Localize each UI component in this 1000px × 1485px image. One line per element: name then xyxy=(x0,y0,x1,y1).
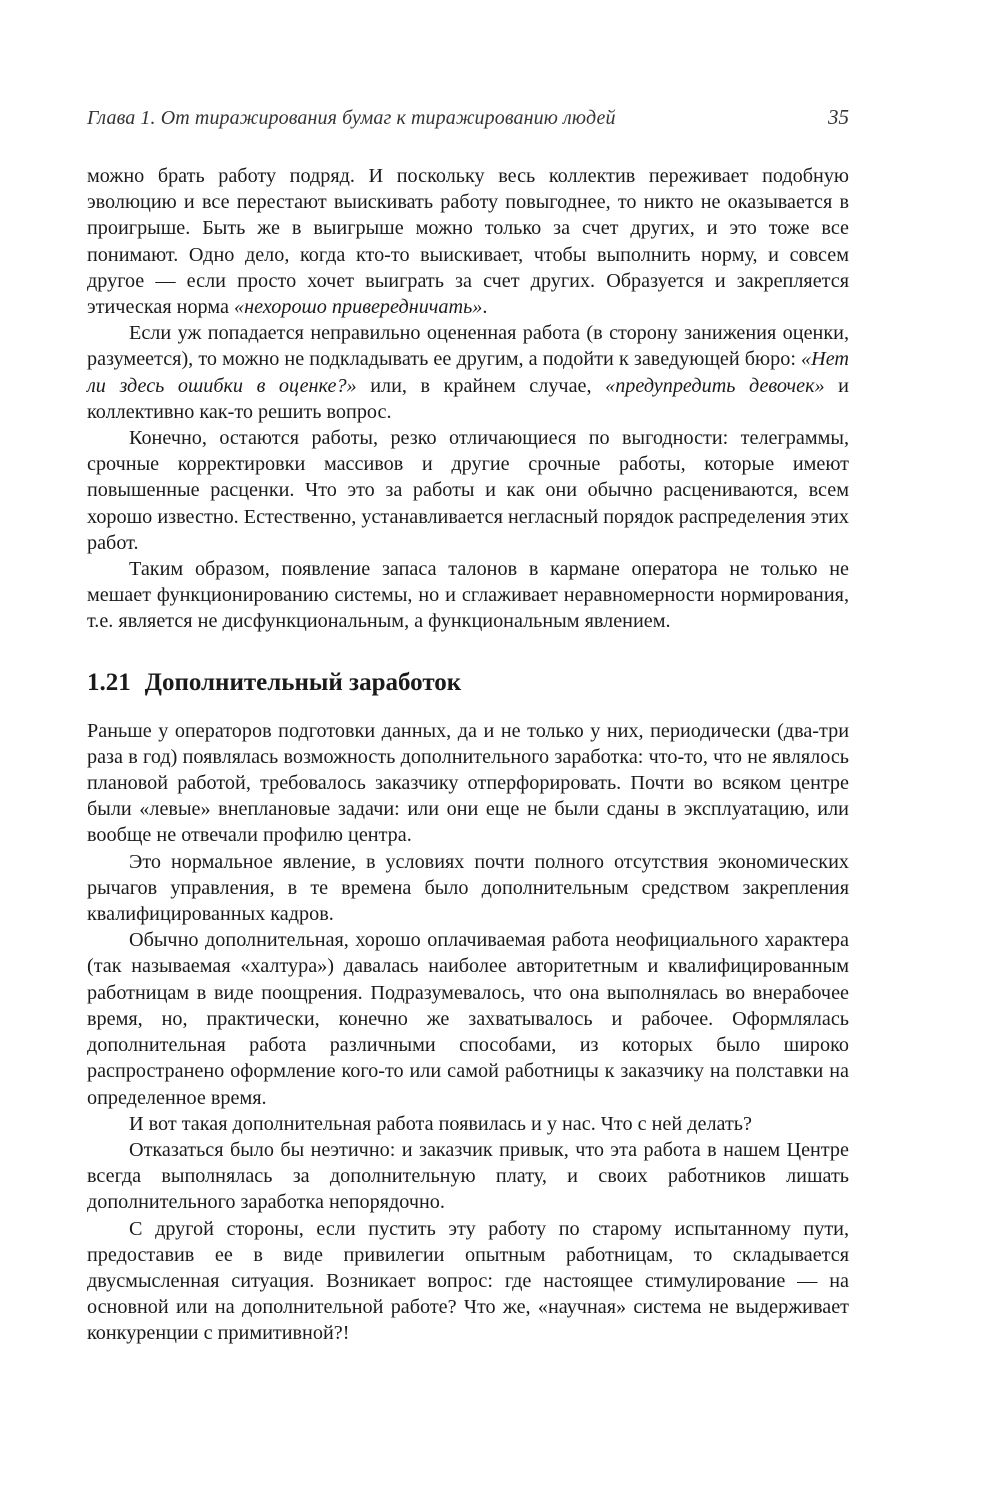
paragraph: Обычно дополнительная, хорошо оплачиваемая работа неофициального характера (так называемая «халтура») давалась наиболее авторитетным и квалифицированным работницам в виде поощрения. Подразумевалось, что она выполнялась во внерабочее время, но, практически, конечно же захватывалось и рабочее. Оформлялась дополнительная работа различными способами, из которых было широко распространено оформление кого-то или самой работницы к заказчику на полставки на определенное время. xyxy=(87,929,849,1109)
paragraph-text: . xyxy=(482,296,488,319)
italic-phrase: «предупредить девочек» xyxy=(605,374,825,397)
paragraph xyxy=(87,163,849,320)
paragraph xyxy=(87,320,849,425)
section-number: 1.21 xyxy=(87,668,131,696)
section-title: Дополнительный заработок xyxy=(144,668,462,696)
chapter-title: Глава 1. От тиражирования бумаг к тиражированию людей xyxy=(87,107,616,129)
paragraph: С другой стороны, если пустить эту работу по старому испытанному пути, предоставив ее в виде привилегии опытным работницам, то складывается двусмысленная ситуация. Возникает вопрос: где настоящее стимулирование — на основной или на дополнительной работе? Что же, «научная» система не выдерживает конкуренции с примитивной?! xyxy=(87,1217,849,1345)
paragraph: Таким образом, появление запаса талонов в кармане оператора не только не мешает функционированию системы, но и сглаживает неравномерности нормирования, т.е. является не дисфункциональным, а функциональным явлением. xyxy=(87,558,849,633)
paragraph: Это нормальное явление, в условиях почти полного отсутствия экономических рычагов управления, в те времена было дополнительным средством закрепления квалифицированных кадров. xyxy=(87,850,849,926)
italic-phrase: «нехорошо привередничать» xyxy=(234,296,483,319)
text-block-1 xyxy=(87,163,849,635)
section-heading xyxy=(87,668,849,698)
paragraph-text: Если уж попадается неправильно оцененная работа (в сторону занижения оценки, разумеется), то можно не подкладывать ее другим, а подойти к заведующей бюро: xyxy=(87,322,849,371)
paragraph-text: можно брать работу подряд. И поскольку весь коллектив переживает подобную эволюцию и все перестают выискивать работу повыгоднее, то никто не оказывается в проигрыше. Быть же в выигрыше можно только за счет других, и это тоже все понимают. Одно дело, когда кто-то выискивает, чтобы выполнить норму, и совсем другое — если просто хочет выиграть за счет других. Образуется и закрепляется этическая норма xyxy=(87,165,849,319)
paragraph-text: или, в крайнем случае, xyxy=(356,374,606,397)
paragraph: Отказаться было бы неэтично: и заказчик привык, что эта работа в нашем Центре всегда выполнялась за дополнительную плату, и своих работников лишать дополнительного заработка непорядочно. xyxy=(87,1138,849,1214)
page-number: 35 xyxy=(828,105,849,129)
italic-phrase: «Нет ли здесь ошибки в оценке?» xyxy=(87,348,849,397)
running-header xyxy=(87,105,849,145)
paragraph: И вот такая дополнительная работа появилась и у нас. Что с ней делать? xyxy=(129,1112,752,1135)
paragraph-text: и коллективно как-то решить вопрос. xyxy=(87,374,849,423)
text-block-2 xyxy=(87,718,849,1347)
paragraph: Раньше у операторов подготовки данных, да и не только у них, периодически (два-три раза в год) появлялась возможность дополнительного заработка: что-то, что не являлось плановой работой, требовалось заказчику отперфорировать. Почти во всяком центре были «левые» внеплановые задачи: или они еще не были сданы в эксплуатацию, или вообще не отвечали профилю центра. xyxy=(87,719,849,847)
paragraph: Конечно, остаются работы, резко отличающиеся по выгодности: телеграммы, срочные корректировки массивов и другие срочные работы, которые имеют повышенные расценки. Что это за работы и как они обычно расцениваются, всем хорошо известно. Естественно, устанавливается негласный порядок распределения этих работ. xyxy=(87,427,849,554)
book-page xyxy=(87,105,849,1347)
